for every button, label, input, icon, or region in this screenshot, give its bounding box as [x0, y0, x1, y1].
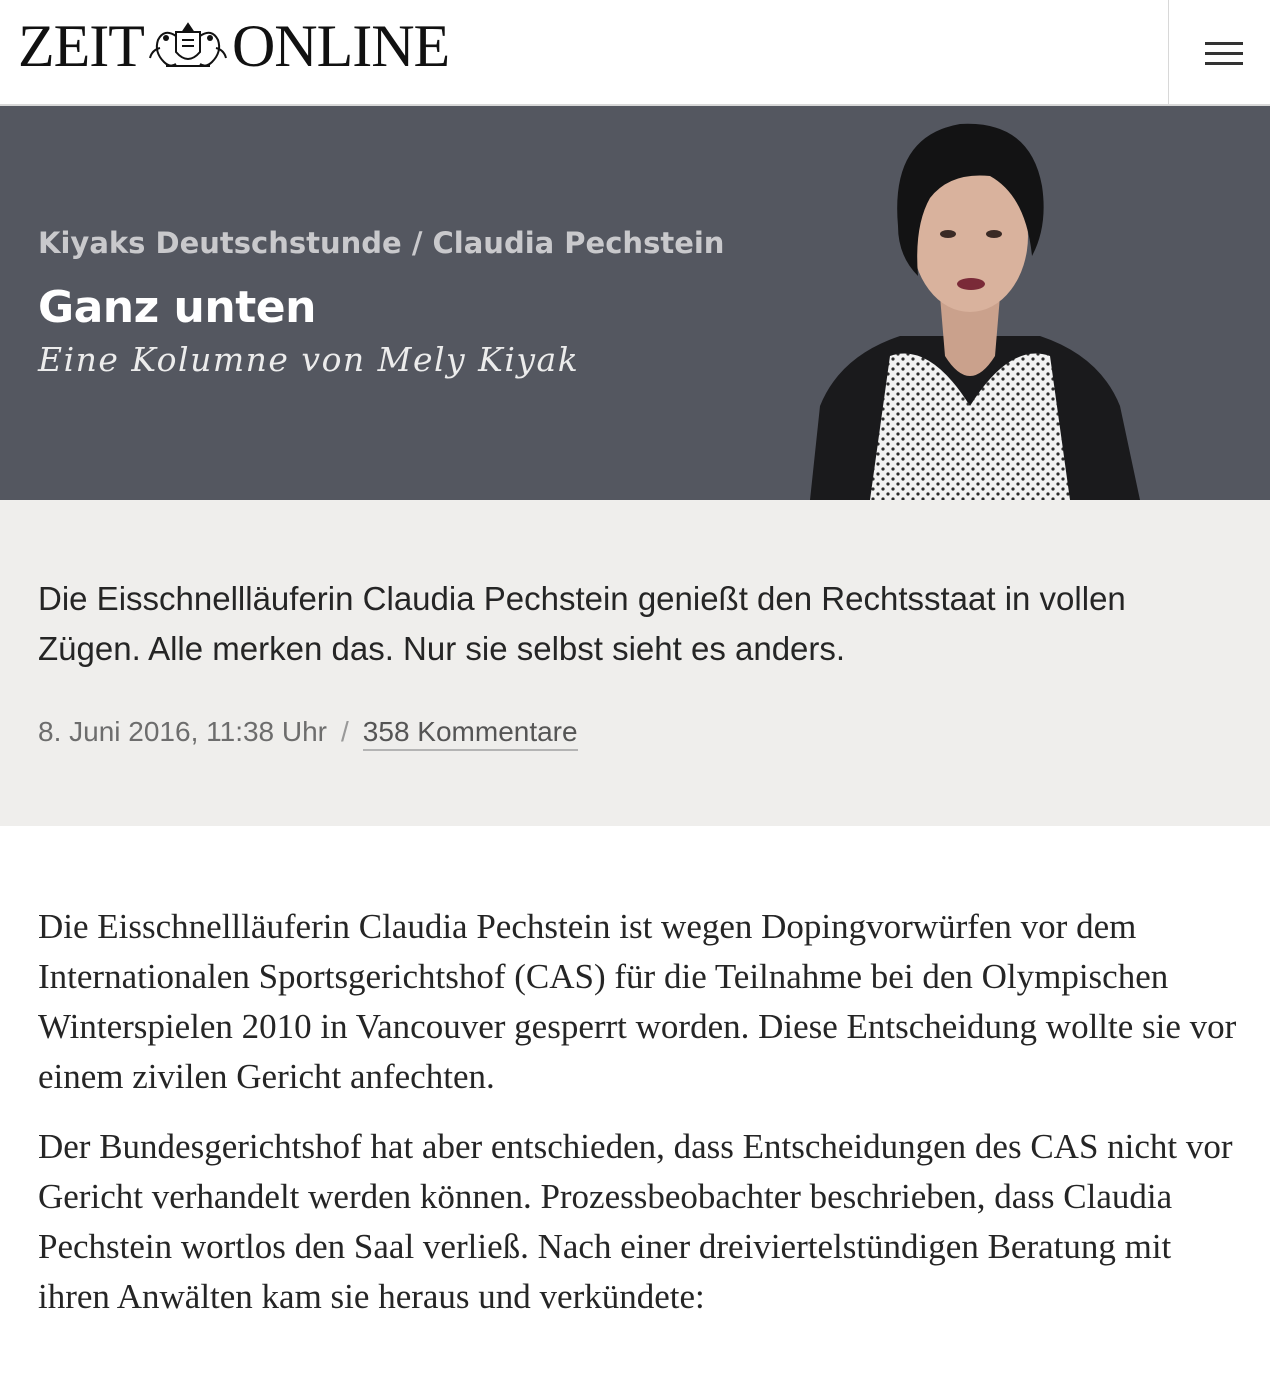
article-meta — [38, 716, 578, 748]
author-portrait — [780, 106, 1160, 500]
logo-text-online: ONLINE — [231, 13, 450, 79]
article-paragraph: Die Eisschnellläuferin Claudia Pechstein ist wegen Dopingvorwürfen vor dem Internationalen Sportsgerichtshof (CAS) für die Teilnahme bei den Olympischen Winterspielen 2010 in Vancouver gesperrt worden. Diese Entscheidung wollte sie vor einem zivilen Gericht anfechten. — [38, 907, 1237, 1096]
zeit-online-logo[interactable] — [18, 14, 449, 78]
logo-text-zeit: ZEIT — [18, 13, 144, 79]
menu-bar — [1205, 62, 1243, 65]
site-header — [0, 0, 1270, 106]
coat-of-arms-icon — [146, 18, 230, 74]
menu-bar — [1205, 42, 1243, 45]
article-hero — [0, 106, 1270, 500]
menu-bar — [1205, 52, 1243, 55]
article-paragraph: Der Bundesgerichtshof hat aber entschieden, dass Entscheidungen des CAS nicht vor Gericht verhandelt werden können. Prozessbeobachter beschrieben, dass Claudia Pechstein wortlos den Saal verließ. Nach einer dreiviertelstündigen Beratung mit ihren Anwälten kam sie heraus und verkündete: — [38, 1127, 1233, 1316]
article-title: Ganz unten — [38, 282, 316, 333]
article-body — [38, 902, 1238, 1342]
article-byline: Eine Kolumne von Mely Kiyak — [38, 340, 580, 379]
menu-area — [1168, 0, 1270, 104]
article-kicker: Kiyaks Deutschstunde / Claudia Pechstein — [38, 226, 725, 260]
article-lead: Die Eisschnellläuferin Claudia Pechstein genießt den Rechtsstaat in vollen Zügen. Alle merken das. Nur sie selbst sieht es anders. — [38, 580, 1126, 667]
publish-date: 8. Juni 2016, 11:38 Uhr — [38, 716, 328, 747]
article-summary — [0, 500, 1270, 826]
hamburger-icon[interactable] — [1205, 40, 1243, 66]
meta-separator: / — [341, 716, 349, 747]
comments-link[interactable]: 358 Kommentare — [363, 716, 578, 751]
